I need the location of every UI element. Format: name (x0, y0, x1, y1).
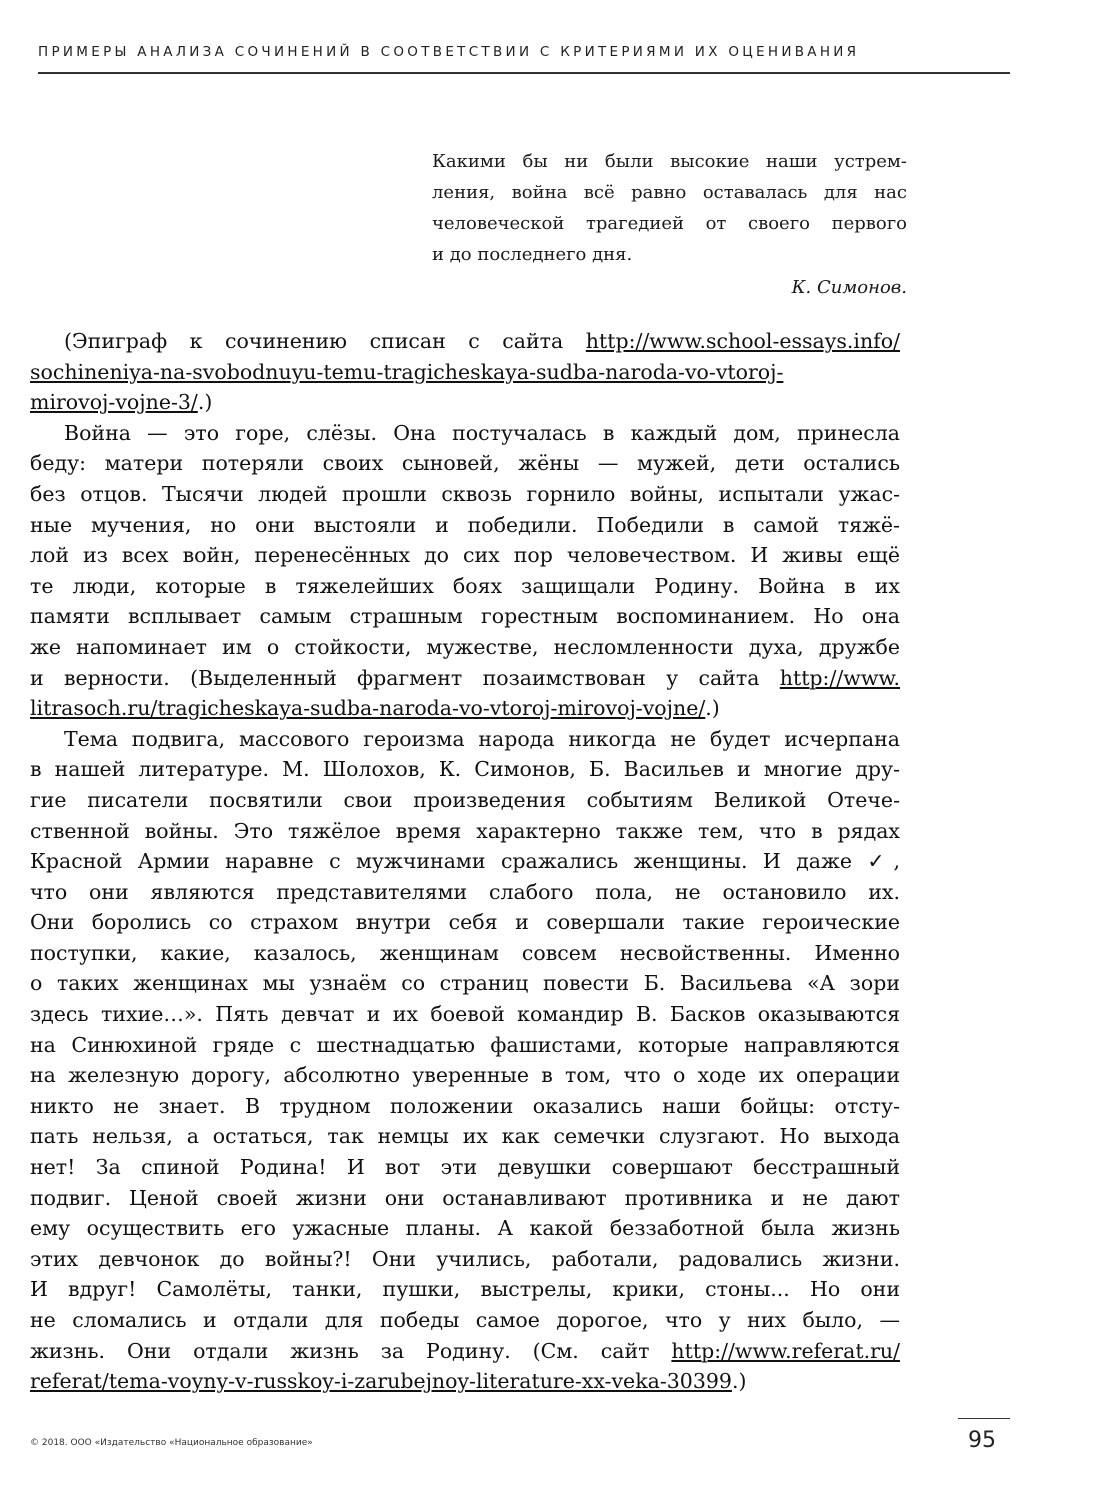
paragraph-line (30, 387, 900, 418)
paragraph-line: ему осуществить его ужасные планы. А какой беззаботной была жизнь (30, 1216, 900, 1241)
paragraph-line: Тема подвига, массового героизма народа никогда не будет исчерпана (64, 726, 900, 751)
paragraph-line: не сломались и отдали для победы самое дорогое, что у них было, — (30, 1308, 900, 1332)
paragraph-line: в нашей литературе. М. Шолохов, К. Симонов, Б. Васильев и многие дру- (30, 757, 900, 782)
source-link[interactable]: http://www. (779, 665, 900, 690)
paragraph-line: поступки, какие, казалось, женщинам совсем несвойственны. Именно (30, 940, 900, 965)
paragraph-line: подвиг. Ценой своей жизни они останавливают противника и не дают (30, 1185, 900, 1210)
paragraph-line: ные мучения, но они выстояли и победили. Победили в самой тяжё- (30, 512, 900, 537)
paragraph-line: этих девчонок до войны?! Они учились, работали, радовались жизни. (30, 1246, 900, 1271)
paragraph-line (30, 326, 900, 357)
paragraph-line: Война — это горе, слёзы. Она постучалась в каждый дом, принесла (64, 420, 900, 445)
paragraph-line: Они боролись со страхом внутри себя и совершали такие героические (30, 910, 900, 935)
epigraph-line: человеческой трагедией от своего первого (432, 213, 907, 234)
paragraph-line (30, 357, 900, 388)
source-link[interactable]: mirovoj-vojne-3/ (30, 390, 198, 415)
line-text: .) (197, 390, 213, 415)
line-text: (Эпиграф к сочинению списан с сайта (64, 329, 586, 353)
paragraph-line: здесь тихие…». Пять девчат и их боевой командир В. Басков оказываются (30, 1002, 900, 1027)
source-link[interactable]: litrasoch.ru/tragicheskaya-sudba-naroda-vo-vtoroj-mirovoj-vojne/ (30, 696, 706, 721)
paragraph-line: пать нельзя, а остаться, так немцы их как семечки слузгают. Но выхода (30, 1124, 900, 1149)
page-number: 95 (968, 1428, 996, 1453)
paragraph-line: беду: матери потеряли своих сыновей, жёны — мужей, дети остались (30, 451, 900, 476)
footer-divider (958, 1418, 1010, 1419)
paragraph-line (30, 1336, 900, 1367)
line-text: жизнь. Они отдали жизнь за Родину. (См. сайт (30, 1338, 672, 1363)
paragraph-line: без отцов. Тысячи людей прошли сквозь горнило войны, испытали ужас- (30, 481, 900, 506)
header-divider (38, 72, 1010, 74)
source-link[interactable]: sochineniya-na-svobodnuyu-temu-tragicheskaya-sudba-naroda-vo-vtoroj- (30, 359, 784, 384)
line-text: и верности. (Выделенный фрагмент позаимствован у сайта (30, 665, 780, 690)
source-link[interactable]: http://www.school-essays.info/ (585, 329, 900, 353)
line-text: .) (705, 696, 720, 721)
epigraph-author: К. Симонов. (791, 277, 907, 298)
paragraph-line: что они являются представителями слабого пола, не остановило их. (30, 879, 900, 904)
source-link[interactable]: referat/tema-voyny-v-russkoy-i-zarubejnoy-literature-xx-veka-30399 (30, 1369, 732, 1394)
paragraph-line: ственной войны. Это тяжёлое время характерно также тем, что в рядах (30, 818, 900, 843)
running-header: ПРИМЕРЫ АНАЛИЗА СОЧИНЕНИЙ В СООТВЕТСТВИИ С КРИТЕРИЯМИ ИХ ОЦЕНИВАНИЯ (38, 44, 860, 60)
paragraph-line: никто не знает. В трудном положении оказались наши бойцы: отсту- (30, 1093, 900, 1118)
paragraph-line: о таких женщинах мы узнаём со страниц повести Б. Васильева «А зори (30, 971, 900, 996)
paragraph-line (30, 1366, 900, 1397)
paragraph-line: нет! За спиной Родина! И вот эти девушки совершают бесстрашный (30, 1155, 900, 1180)
paragraph-line (30, 663, 900, 694)
source-link[interactable]: http://www.referat.ru/ (671, 1338, 900, 1363)
paragraph-line: И вдруг! Самолёты, танки, пушки, выстрелы, крики, стоны... Но они (30, 1277, 900, 1302)
paragraph-line (30, 693, 900, 724)
copyright: © 2018. ООО «Издательство «Национальное образование» (30, 1438, 313, 1448)
epigraph-line: Какими бы ни были высокие наши устрем- (432, 151, 907, 172)
epigraph-line: и до последнего дня. (432, 244, 633, 265)
paragraph-line: те люди, которые в тяжелейших боях защищали Родину. Война в их (30, 573, 900, 598)
paragraph-line: гие писатели посвятили свои произведения событиям Великой Отече- (30, 787, 900, 812)
paragraph-line: памяти всплывает самым страшным горестным воспоминанием. Но она (30, 604, 900, 629)
paragraph-line: на Синюхиной гряде с шестнадцатью фашистами, которые направляются (30, 1032, 900, 1057)
paragraph-line: Красной Армии наравне с мужчинами сражались женщины. И даже ✓, (30, 849, 900, 874)
epigraph (432, 146, 907, 303)
paragraph-line: на железную дорогу, абсолютно уверенные в том, что о ходе их операции (30, 1063, 900, 1088)
epigraph-line: ления, война всё равно оставалась для нас (432, 182, 907, 203)
paragraph-line: лой из всех войн, перенесённых до сих пор человечеством. И живы ещё (30, 543, 900, 568)
paragraph-line: же напоминает им о стойкости, мужестве, несломленности духа, дружбе (30, 634, 900, 659)
essay-text (30, 326, 900, 1397)
line-text: .) (731, 1369, 747, 1394)
